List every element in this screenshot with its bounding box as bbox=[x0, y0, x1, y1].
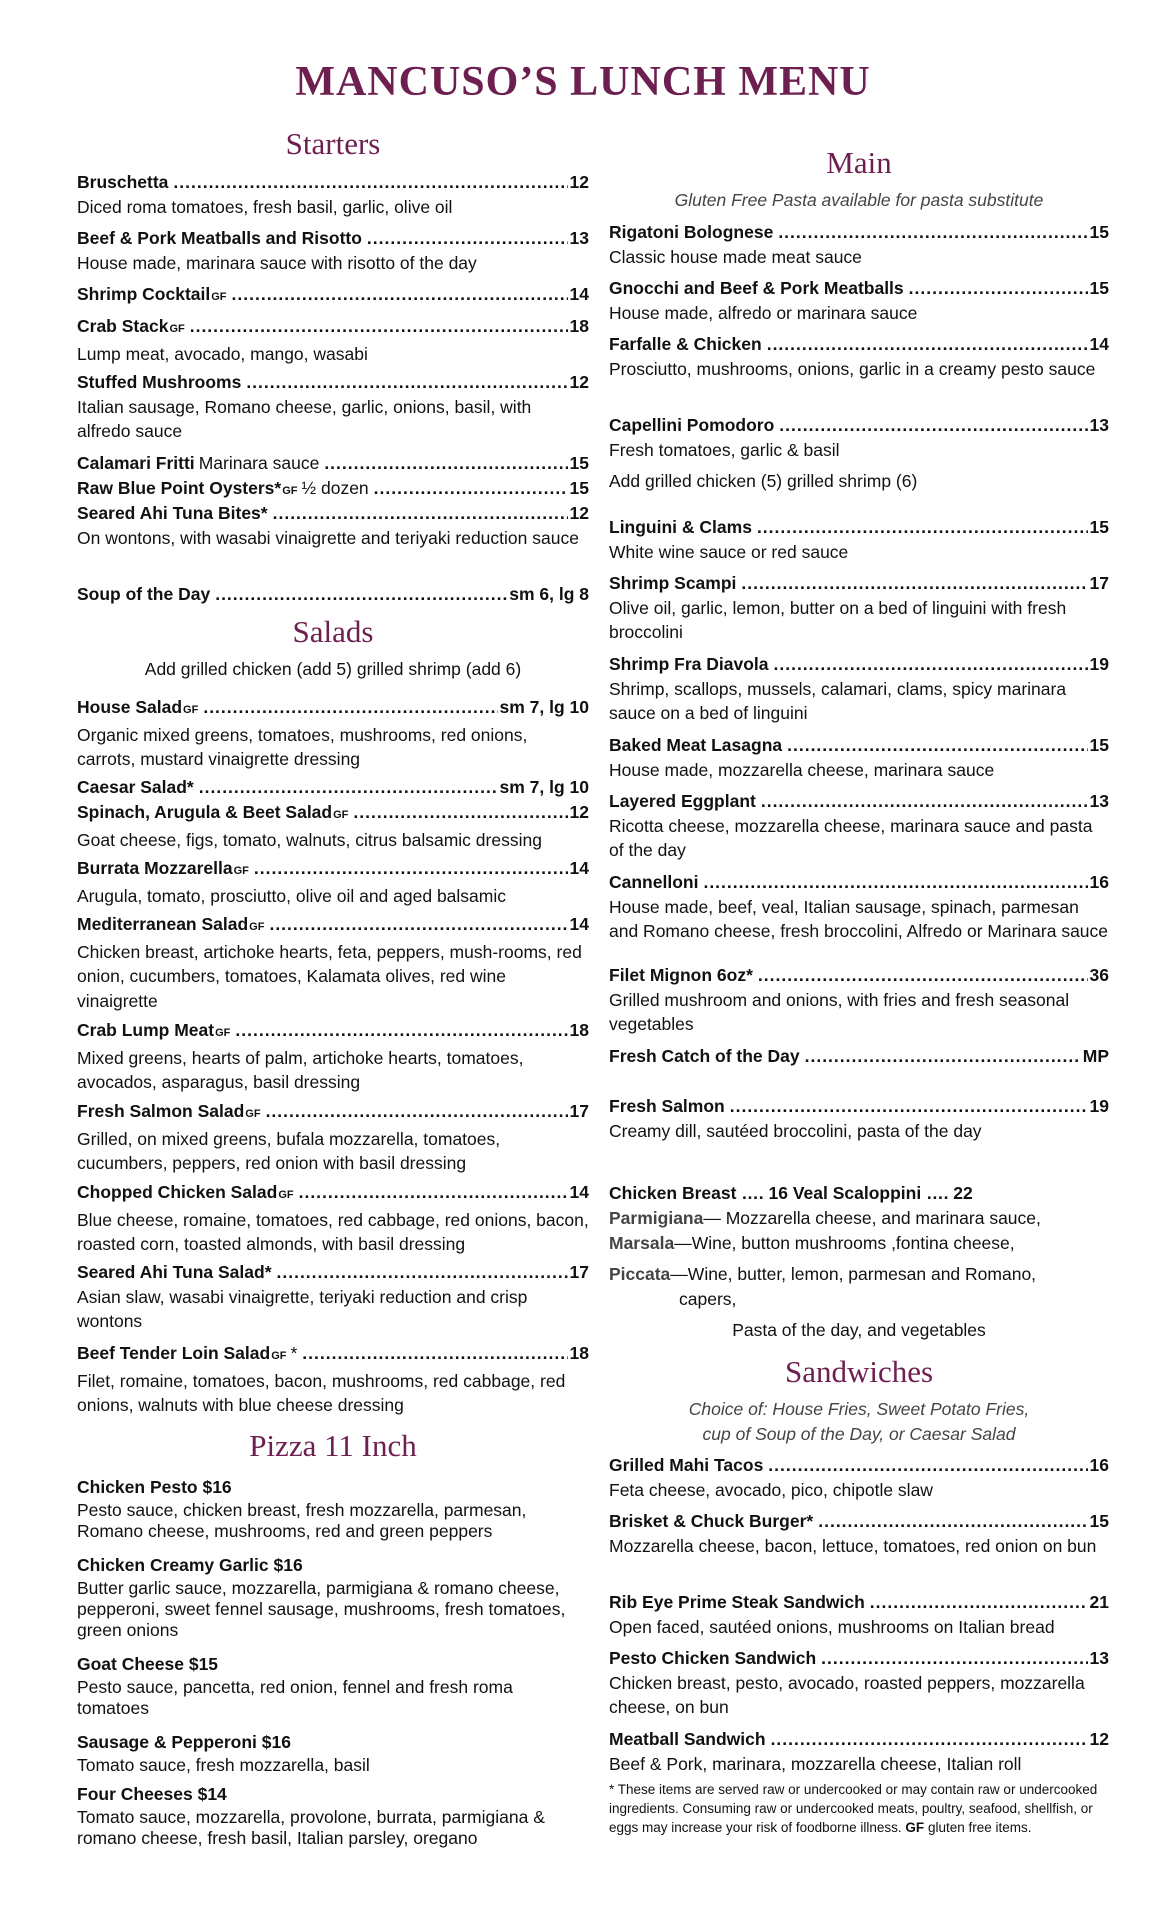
item-description: Beef & Pork, marinara, mozzarella cheese, Italian roll bbox=[609, 1753, 1022, 1774]
item-description: Shrimp, scallops, mussels, calamari, clams, spicy marinara sauce on a bed of linguini bbox=[609, 678, 1067, 724]
item-description: Diced roma tomatoes, fresh basil, garlic, olive oil bbox=[77, 196, 453, 217]
menu-item bbox=[77, 1260, 589, 1334]
menu-item bbox=[77, 501, 589, 550]
dot-leader bbox=[757, 515, 1088, 540]
item-name-row bbox=[77, 170, 589, 195]
item-price: 16 bbox=[1089, 1455, 1109, 1475]
item-price: 36 bbox=[1089, 965, 1109, 985]
item-price: 15 bbox=[1089, 222, 1109, 242]
item-price: MP bbox=[1082, 1046, 1109, 1066]
item-name-row bbox=[609, 1590, 1109, 1615]
dot-leader bbox=[741, 571, 1087, 596]
item-name-row bbox=[77, 856, 589, 884]
item-price: 12 bbox=[569, 172, 589, 192]
item-name-row bbox=[609, 963, 1109, 988]
item-description: Tomato sauce, fresh mozzarella, basil bbox=[77, 1754, 370, 1775]
item-name-row bbox=[77, 476, 589, 504]
item-name: Crab Lump Meat bbox=[77, 1020, 215, 1040]
menu-item bbox=[609, 1646, 1109, 1720]
item-name: Fresh Salmon Salad bbox=[77, 1101, 245, 1121]
gluten-free-tag: GF bbox=[211, 291, 227, 303]
item-price: 14 bbox=[569, 858, 589, 878]
menu-item bbox=[77, 1782, 589, 1849]
item-name: Rigatoni Bolognese bbox=[609, 222, 774, 242]
menu-item bbox=[77, 800, 589, 852]
dot-leader bbox=[203, 695, 497, 720]
gluten-free-tag: GF bbox=[249, 921, 265, 933]
item-name: Seared Ahi Tuna Bites* bbox=[77, 503, 268, 523]
dot-leader bbox=[199, 775, 498, 800]
menu-item bbox=[609, 220, 1109, 269]
dot-leader bbox=[302, 1341, 567, 1366]
item-name-row bbox=[609, 733, 1109, 758]
item-name: Burrata Mozzarella bbox=[77, 858, 233, 878]
item-price: 21 bbox=[1089, 1592, 1109, 1612]
menu-item bbox=[609, 1590, 1109, 1639]
style-parmigiana bbox=[609, 1206, 1109, 1231]
menu-item bbox=[77, 695, 589, 772]
item-description: Italian sausage, Romano cheese, garlic, onions, basil, with alfredo sauce bbox=[77, 396, 532, 442]
main-heading: Main bbox=[826, 145, 892, 180]
item-name-row bbox=[77, 1099, 589, 1127]
salads-heading: Salads bbox=[292, 614, 374, 649]
menu-item bbox=[609, 1094, 1109, 1143]
item-description: Prosciutto, mushrooms, onions, garlic in a creamy pesto sauce bbox=[609, 358, 1096, 379]
dot-leader bbox=[324, 451, 567, 476]
item-price: 15 bbox=[569, 453, 589, 473]
menu-item bbox=[609, 571, 1109, 645]
menu-item bbox=[77, 1018, 589, 1095]
item-price: 12 bbox=[569, 503, 589, 523]
dot-leader bbox=[299, 1180, 568, 1205]
item-description: Tomato sauce, mozzarella, provolone, burrata, parmigiana & romano cheese, fresh basil, Italian parsley, oregano bbox=[77, 1806, 545, 1848]
item-price: 16 bbox=[1089, 872, 1109, 892]
item-name-row bbox=[77, 912, 589, 940]
item-name: Raw Blue Point Oysters* bbox=[77, 478, 282, 498]
style-text: —Wine, button mushrooms ,fontina cheese, bbox=[674, 1233, 1015, 1253]
item-name: Bruschetta bbox=[77, 172, 169, 192]
menu-item bbox=[609, 733, 1109, 782]
dot-leader bbox=[730, 1094, 1088, 1119]
menu-item bbox=[609, 1453, 1109, 1502]
item-name: Stuffed Mushrooms bbox=[77, 372, 242, 392]
menu-item bbox=[77, 856, 589, 908]
menu-item bbox=[609, 332, 1109, 381]
item-name-row bbox=[609, 220, 1109, 245]
dot-leader bbox=[232, 282, 568, 307]
item-description: Filet, romaine, tomatoes, bacon, mushrooms, red cabbage, red onions, walnuts with blue cheese dressing bbox=[77, 1370, 566, 1416]
item-price: 19 bbox=[1089, 1096, 1109, 1116]
item-name-row bbox=[77, 1018, 589, 1046]
menu-item bbox=[77, 282, 589, 310]
pizza-heading: Pizza 11 Inch bbox=[249, 1428, 417, 1463]
item-name-row bbox=[609, 789, 1109, 814]
gf-text: gluten free items. bbox=[927, 1820, 1032, 1835]
item-name-row bbox=[609, 571, 1109, 596]
item-name-row bbox=[77, 1341, 589, 1369]
item-price: 18 bbox=[569, 316, 589, 336]
dot-leader bbox=[703, 870, 1087, 895]
item-name: Beef Tender Loin Salad bbox=[77, 1343, 271, 1363]
item-name: Calamari Fritti bbox=[77, 453, 195, 473]
item-name: Shrimp Cocktail bbox=[77, 284, 211, 304]
item-name: Caesar Salad* bbox=[77, 777, 194, 797]
item-name-row bbox=[77, 282, 589, 310]
item-name-row bbox=[77, 1180, 589, 1208]
item-name: Filet Mignon 6oz* bbox=[609, 965, 753, 985]
item-note: Marinara sauce bbox=[198, 453, 320, 473]
item-price: sm 7, lg 10 bbox=[499, 697, 589, 717]
disclaimer bbox=[609, 1780, 1109, 1837]
item-name: Beef & Pork Meatballs and Risotto bbox=[77, 228, 362, 248]
item-name-row bbox=[77, 1475, 589, 1500]
dot-leader bbox=[818, 1509, 1087, 1534]
dot-leader bbox=[767, 332, 1088, 357]
dot-leader bbox=[235, 1018, 567, 1043]
item-name: Grilled Mahi Tacos bbox=[609, 1455, 764, 1475]
item-name: Farfalle & Chicken bbox=[609, 334, 762, 354]
dot-leader bbox=[779, 413, 1087, 438]
item-name-row bbox=[609, 1509, 1109, 1534]
menu-item bbox=[77, 582, 589, 607]
item-name: Seared Ahi Tuna Salad* bbox=[77, 1262, 272, 1282]
gluten-free-tag: GF bbox=[215, 1027, 231, 1039]
item-name-row bbox=[609, 652, 1109, 677]
menu-item bbox=[609, 652, 1109, 726]
dot-leader bbox=[246, 370, 567, 395]
item-name-row bbox=[609, 1727, 1109, 1752]
style-text: —Wine, butter, lemon, parmesan and Romano, bbox=[670, 1264, 1037, 1284]
item-name: Cannelloni bbox=[609, 872, 699, 892]
menu-item bbox=[609, 1727, 1109, 1776]
menu-title: MANCUSO’S LUNCH MENU bbox=[295, 59, 871, 105]
item-name: Chicken Creamy Garlic $16 bbox=[77, 1555, 303, 1575]
item-description: Asian slaw, wasabi vinaigrette, teriyaki reduction and crisp wontons bbox=[77, 1286, 528, 1332]
item-description: House made, beef, veal, Italian sausage, spinach, parmesan and Romano cheese, fresh broccolini, Alfredo or Marinara sauce bbox=[609, 896, 1109, 942]
item-name-row bbox=[77, 1553, 589, 1578]
item-price: sm 7, lg 10 bbox=[499, 777, 589, 797]
chicken-veal-footer: Pasta of the day, and vegetables bbox=[732, 1320, 986, 1340]
item-price: 14 bbox=[569, 1182, 589, 1202]
item-description: Chicken breast, artichoke hearts, feta, peppers, mush-rooms, red onion, cucumbers, tomatoes, Kalamata olives, red wine vinaigrette bbox=[77, 941, 582, 1011]
item-price: 13 bbox=[1089, 415, 1109, 435]
item-description: Feta cheese, avocado, pico, chipotle slaw bbox=[609, 1479, 933, 1500]
dot-leader bbox=[273, 501, 568, 526]
menu-item bbox=[77, 1730, 589, 1776]
dot-leader bbox=[215, 582, 507, 607]
item-name: Goat Cheese $15 bbox=[77, 1654, 219, 1674]
item-name-row bbox=[609, 413, 1109, 438]
item-price: 13 bbox=[1089, 791, 1109, 811]
item-name: Chicken Pesto $16 bbox=[77, 1477, 232, 1497]
item-name-row bbox=[77, 1730, 589, 1755]
item-name-row bbox=[77, 582, 589, 607]
menu-item bbox=[77, 1341, 589, 1418]
item-name-row bbox=[77, 226, 589, 251]
item-description: Mixed greens, hearts of palm, artichoke hearts, tomatoes, avocados, asparagus, basil dressing bbox=[77, 1047, 524, 1093]
gluten-free-tag: GF bbox=[271, 1350, 287, 1362]
item-price: 15 bbox=[1089, 278, 1109, 298]
menu-item bbox=[77, 912, 589, 1013]
item-name-row bbox=[77, 1652, 589, 1677]
item-description: Blue cheese, romaine, tomatoes, red cabbage, red onions, bacon, roasted corn, toasted almonds, with basil dressing bbox=[77, 1209, 589, 1255]
item-name: Fresh Catch of the Day bbox=[609, 1046, 800, 1066]
item-description: House made, marinara sauce with risotto of the day bbox=[77, 252, 477, 273]
menu-item bbox=[77, 1180, 589, 1257]
item-name: Capellini Pomodoro bbox=[609, 415, 775, 435]
dot-leader bbox=[254, 856, 568, 881]
gluten-free-tag: GF bbox=[333, 809, 349, 821]
item-description: Creamy dill, sautéed broccolini, pasta of the day bbox=[609, 1120, 982, 1141]
item-name-row bbox=[609, 515, 1109, 540]
item-price: 19 bbox=[1089, 654, 1109, 674]
item-price: 17 bbox=[569, 1101, 589, 1121]
menu-item bbox=[77, 1553, 589, 1641]
item-name: Chopped Chicken Salad bbox=[77, 1182, 278, 1202]
menu-item bbox=[609, 870, 1109, 944]
item-name-row bbox=[609, 1044, 1109, 1069]
dot-leader bbox=[768, 1453, 1087, 1478]
item-description: Ricotta cheese, mozzarella cheese, marinara sauce and pasta of the day bbox=[609, 815, 1093, 861]
menu-item bbox=[609, 515, 1109, 564]
item-name: Soup of the Day bbox=[77, 584, 211, 604]
item-price: 12 bbox=[1089, 1729, 1109, 1749]
item-note: ½ dozen bbox=[301, 478, 369, 498]
item-price: 15 bbox=[569, 478, 589, 498]
menu-item bbox=[77, 1652, 589, 1719]
salads-note: Add grilled chicken (add 5) grilled shrimp (add 6) bbox=[144, 659, 522, 679]
dot-leader bbox=[761, 789, 1088, 814]
item-price: 14 bbox=[569, 914, 589, 934]
dot-leader bbox=[374, 476, 568, 501]
item-name: Rib Eye Prime Steak Sandwich bbox=[609, 1592, 865, 1612]
item-description: Mozzarella cheese, bacon, lettuce, tomatoes, red onion on bun bbox=[609, 1535, 1097, 1556]
item-name: Shrimp Scampi bbox=[609, 573, 737, 593]
menu-item bbox=[609, 963, 1109, 1037]
item-description: Grilled, on mixed greens, bufala mozzarella, tomatoes, cucumbers, peppers, red onion with basil dressing bbox=[77, 1128, 501, 1174]
item-name-row bbox=[609, 276, 1109, 301]
item-description: White wine sauce or red sauce bbox=[609, 541, 849, 562]
dot-leader bbox=[778, 220, 1087, 245]
item-price: 14 bbox=[1089, 334, 1109, 354]
item-name: Gnocchi and Beef & Pork Meatballs bbox=[609, 278, 904, 298]
gluten-free-tag: GF bbox=[278, 1189, 294, 1201]
item-description: Organic mixed greens, tomatoes, mushrooms, red onions, carrots, mustard vinaigrette dressing bbox=[77, 724, 528, 770]
item-name-row bbox=[77, 451, 589, 476]
item-description: Goat cheese, figs, tomato, walnuts, citrus balsamic dressing bbox=[77, 829, 542, 850]
dot-leader bbox=[367, 226, 568, 251]
item-name-row bbox=[609, 332, 1109, 357]
dot-leader bbox=[787, 733, 1087, 758]
item-price: 15 bbox=[1089, 735, 1109, 755]
item-price: 15 bbox=[1089, 1511, 1109, 1531]
dot-leader bbox=[173, 170, 567, 195]
item-name-row bbox=[77, 314, 589, 342]
item-price: 13 bbox=[1089, 1648, 1109, 1668]
item-description: Grilled mushroom and onions, with fries and fresh seasonal vegetables bbox=[609, 989, 1070, 1035]
gluten-free-tag: GF bbox=[245, 1108, 261, 1120]
menu-item bbox=[609, 413, 1109, 462]
dot-leader bbox=[771, 1727, 1088, 1752]
item-price: 17 bbox=[1089, 573, 1109, 593]
dot-leader bbox=[805, 1044, 1081, 1069]
item-name: Linguini & Clams bbox=[609, 517, 752, 537]
menu-item bbox=[77, 226, 589, 275]
item-name-row bbox=[77, 695, 589, 723]
dot-leader bbox=[758, 963, 1088, 988]
style-piccata bbox=[609, 1262, 1109, 1287]
sandwiches-note-2: cup of Soup of the Day, or Caesar Salad bbox=[702, 1424, 1016, 1444]
item-price: 18 bbox=[569, 1343, 589, 1363]
item-name-row bbox=[609, 1453, 1109, 1478]
item-description: Open faced, sautéed onions, mushrooms on Italian bread bbox=[609, 1616, 1055, 1637]
item-name: Four Cheeses $14 bbox=[77, 1784, 227, 1804]
item-price: 13 bbox=[569, 228, 589, 248]
item-price: 17 bbox=[569, 1262, 589, 1282]
item-name: Brisket & Chuck Burger* bbox=[609, 1511, 814, 1531]
item-name-row bbox=[77, 800, 589, 828]
menu-item bbox=[609, 1044, 1109, 1069]
dot-leader bbox=[190, 314, 568, 339]
chicken-veal-prices: Chicken Breast …. 16 Veal Scaloppini …. 22 bbox=[609, 1183, 973, 1203]
pasta-add-on: Add grilled chicken (5) grilled shrimp (6) bbox=[609, 471, 918, 491]
item-name-row bbox=[77, 370, 589, 395]
disclaimer-text: * These items are served raw or undercooked or may contain raw or undercooked ingredients. Consuming raw or undercooked meats, poultry, seafood, shellfish, or eggs may increase your risk of foodborne illness. bbox=[609, 1782, 1098, 1835]
item-name: Pesto Chicken Sandwich bbox=[609, 1648, 817, 1668]
item-name: Sausage & Pepperoni $16 bbox=[77, 1732, 291, 1752]
style-label: Marsala bbox=[609, 1233, 675, 1253]
chicken-veal-line bbox=[609, 1181, 1109, 1206]
item-name: Baked Meat Lasagna bbox=[609, 735, 783, 755]
menu-item bbox=[609, 789, 1109, 863]
main-note: Gluten Free Pasta available for pasta substitute bbox=[674, 190, 1044, 210]
item-name-row bbox=[77, 1782, 589, 1807]
dot-leader bbox=[870, 1590, 1088, 1615]
menu-item bbox=[77, 476, 589, 504]
gluten-free-tag: GF bbox=[183, 704, 199, 716]
item-name: Layered Eggplant bbox=[609, 791, 756, 811]
menu-item bbox=[609, 1509, 1109, 1558]
gluten-free-tag: GF bbox=[233, 865, 249, 877]
item-name: Spinach, Arugula & Beet Salad bbox=[77, 802, 333, 822]
sandwiches-heading: Sandwiches bbox=[784, 1354, 934, 1389]
gluten-free-tag: GF bbox=[282, 485, 298, 497]
sandwiches-note-1: Choice of: House Fries, Sweet Potato Fries, bbox=[688, 1399, 1030, 1419]
dot-leader bbox=[821, 1646, 1087, 1671]
item-description: Classic house made meat sauce bbox=[609, 246, 862, 267]
dot-leader bbox=[774, 652, 1088, 677]
style-label: Piccata bbox=[609, 1264, 671, 1284]
menu-item bbox=[77, 775, 589, 800]
item-price: sm 6, lg 8 bbox=[509, 584, 589, 604]
style-text: — Mozzarella cheese, and marinara sauce, bbox=[703, 1208, 1041, 1228]
dot-leader bbox=[909, 276, 1088, 301]
menu-item bbox=[77, 314, 589, 366]
item-description: House made, alfredo or marinara sauce bbox=[609, 302, 918, 323]
item-description: Pesto sauce, chicken breast, fresh mozzarella, parmesan, Romano cheese, mushrooms, red and green peppers bbox=[77, 1499, 527, 1541]
item-name: Shrimp Fra Diavola bbox=[609, 654, 769, 674]
item-name-row bbox=[609, 870, 1109, 895]
item-price: 14 bbox=[569, 284, 589, 304]
dot-leader bbox=[266, 1099, 568, 1124]
item-description: Arugula, tomato, prosciutto, olive oil and aged balsamic bbox=[77, 885, 506, 906]
item-description: On wontons, with wasabi vinaigrette and teriyaki reduction sauce bbox=[77, 527, 579, 548]
dot-leader bbox=[277, 1260, 568, 1285]
item-name: Crab Stack bbox=[77, 316, 169, 336]
item-name-row bbox=[77, 501, 589, 526]
item-price: 12 bbox=[569, 802, 589, 822]
menu-item bbox=[77, 170, 589, 219]
menu-item bbox=[77, 370, 589, 444]
item-name: Meatball Sandwich bbox=[609, 1729, 766, 1749]
item-name-row bbox=[77, 1260, 589, 1285]
menu-item bbox=[77, 1475, 589, 1542]
item-name: House Salad bbox=[77, 697, 183, 717]
item-description: Olive oil, garlic, lemon, butter on a bed of linguini with fresh broccolini bbox=[609, 597, 1067, 643]
item-price: 15 bbox=[1089, 517, 1109, 537]
item-name-row bbox=[77, 775, 589, 800]
gf-label: GF bbox=[905, 1820, 925, 1835]
style-marsala bbox=[609, 1231, 1109, 1256]
piccata-continuation: capers, bbox=[679, 1289, 737, 1309]
item-price: 12 bbox=[569, 372, 589, 392]
item-description: Pesto sauce, pancetta, red onion, fennel and fresh roma tomatoes bbox=[77, 1676, 513, 1718]
item-description: Lump meat, avocado, mango, wasabi bbox=[77, 343, 368, 364]
menu-item bbox=[77, 1099, 589, 1176]
dot-leader bbox=[353, 800, 567, 825]
item-note: * bbox=[290, 1343, 298, 1363]
item-description: Fresh tomatoes, garlic & basil bbox=[609, 439, 840, 460]
gluten-free-tag: GF bbox=[169, 323, 185, 335]
dot-leader bbox=[269, 912, 567, 937]
item-price: 18 bbox=[569, 1020, 589, 1040]
item-description: Butter garlic sauce, mozzarella, parmigiana & romano cheese, pepperoni, sweet fennel sausage, mushrooms, fresh tomatoes, green onions bbox=[77, 1577, 566, 1640]
item-name: Mediterranean Salad bbox=[77, 914, 249, 934]
menu-item bbox=[609, 276, 1109, 325]
starters-heading: Starters bbox=[285, 126, 381, 161]
style-label: Parmigiana bbox=[609, 1208, 704, 1228]
item-description: Chicken breast, pesto, avocado, roasted peppers, mozzarella cheese, on bun bbox=[609, 1672, 1085, 1718]
menu-item bbox=[77, 451, 589, 476]
item-name-row bbox=[609, 1646, 1109, 1671]
item-name: Fresh Salmon bbox=[609, 1096, 725, 1116]
item-name-row bbox=[609, 1094, 1109, 1119]
item-description: House made, mozzarella cheese, marinara sauce bbox=[609, 759, 995, 780]
